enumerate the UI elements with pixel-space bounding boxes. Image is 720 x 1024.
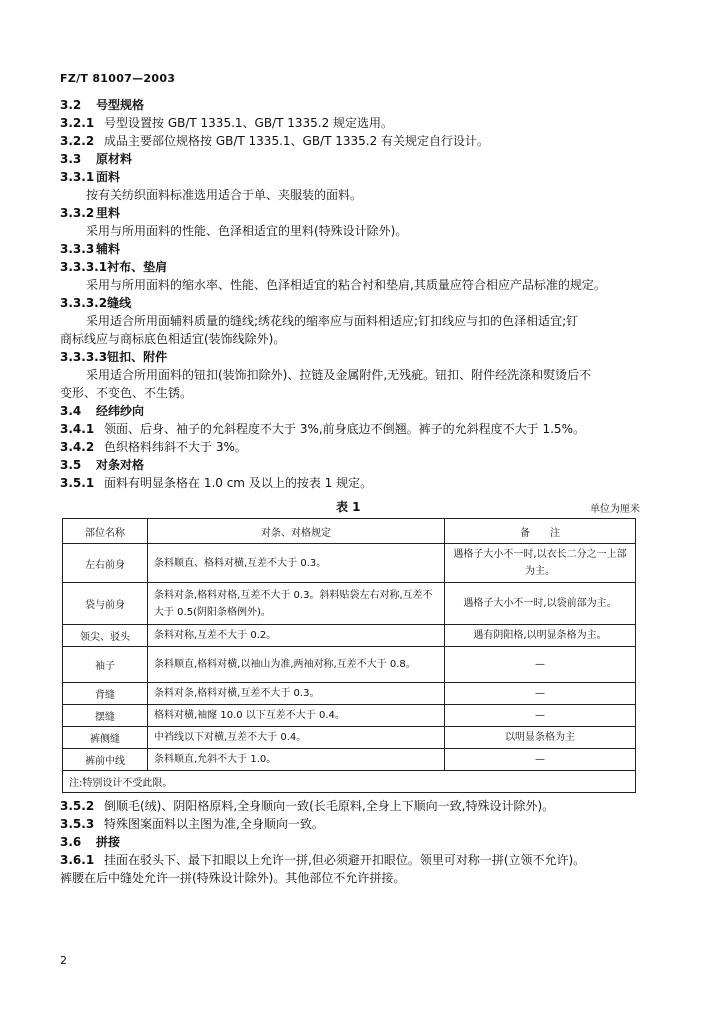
rule-cell: 条料顺直,格料对横,以袖山为准,两袖对称,互差不大于 0.8。 — [148, 647, 445, 683]
table-title: 表 1 — [336, 500, 361, 514]
clause-text: 倒顺毛(绒)、阴阳格原料,全身顺向一致(长毛原料,全身上下顺向一致,特殊设计除外)。 — [104, 799, 555, 813]
rule-cell: 条料顺直,允斜不大于 1.0。 — [148, 749, 445, 771]
table-row — [63, 647, 636, 683]
part-name-cell: 背缝 — [63, 683, 148, 705]
body-paragraph: 采用与所用面料的性能、色泽相适宜的里料(特殊设计除外)。 — [86, 224, 408, 238]
section-heading — [60, 833, 660, 851]
clause-number: 3.5.2 — [60, 799, 95, 813]
section-heading — [60, 150, 660, 168]
section-heading — [60, 402, 660, 420]
section-heading — [60, 258, 660, 276]
numbered-clause — [60, 474, 660, 492]
clause-number: 3.2.2 — [60, 134, 95, 148]
table-body — [63, 544, 636, 793]
part-name-cell: 领尖、驳头 — [63, 625, 148, 647]
rule-cell: 条料顺直、格料对横,互差不大于 0.3。 — [148, 544, 445, 583]
clause-number: 3.4.1 — [60, 422, 95, 436]
heading-text: 里料 — [96, 206, 121, 220]
heading-text: 钮扣、附件 — [107, 350, 168, 364]
section-heading — [60, 168, 660, 186]
clause-text: 成品主要部位规格按 GB/T 1335.1、GB/T 1335.2 有关规定自行设计。 — [104, 134, 490, 148]
section-heading — [60, 96, 660, 114]
table-row — [63, 705, 636, 727]
note-cell: — — [445, 683, 636, 705]
note-cell: 遇格子大小不一时,以袋前部为主。 — [445, 583, 636, 625]
heading-number: 3.4 — [60, 404, 82, 418]
heading-number: 3.3.3 — [60, 242, 95, 256]
rule-cell: 条料对条,格料对格,互差不大于 0.3。斜料贴袋左右对称,互差不大于 0.5(阴阳条格例外)。 — [148, 583, 445, 625]
heading-number: 3.3.1 — [60, 170, 95, 184]
clause-number: 3.6.1 — [60, 853, 95, 867]
part-name-cell: 裤侧缝 — [63, 727, 148, 749]
body-paragraph: 采用适合所用面料的钮扣(装饰扣除外)、拉链及金属附件,无残疵。钮扣、附件经洗涤和熨烫后不 — [86, 368, 592, 382]
heading-number: 3.6 — [60, 835, 82, 849]
body-paragraph: 采用适合所用面辅料质量的缝线;绣花线的缩率应与面料相适应;钉扣线应与扣的色泽相适宜;钉 — [86, 314, 579, 328]
heading-number: 3.3.3.3 — [60, 350, 108, 364]
body-paragraph: 采用与所用面料的缩水率、性能、色泽相适宜的粘合衬和垫肩,其质量应符合相应产品标准的规定。 — [86, 278, 606, 292]
numbered-clause — [60, 438, 660, 456]
section-heading — [60, 204, 660, 222]
standard-code: FZ/T 81007—2003 — [60, 72, 176, 85]
clause-text: 色织格料纬斜不大于 3%。 — [104, 440, 247, 454]
paragraph-continuation: 商标线应与商标底色相适宜(装饰线除外)。 — [60, 332, 286, 346]
table-row — [63, 683, 636, 705]
table-footnote: 注:特别设计不受此限。 — [63, 771, 636, 793]
part-name-cell: 左右前身 — [63, 544, 148, 583]
heading-number: 3.3.3.2 — [60, 296, 108, 310]
rule-cell: 格料对横,袖窿 10.0 以下互差不大于 0.4。 — [148, 705, 445, 727]
part-name-cell: 裤前中线 — [63, 749, 148, 771]
note-cell: — — [445, 705, 636, 727]
clause-text: 特殊图案面料以主图为准,全身顺向一致。 — [104, 817, 324, 831]
part-name-cell: 袖子 — [63, 647, 148, 683]
section-heading — [60, 456, 660, 474]
table-row — [63, 625, 636, 647]
sections-after-table — [60, 797, 660, 887]
note-cell: 遇格子大小不一时,以衣长二分之一上部为主。 — [445, 544, 636, 583]
numbered-clause — [60, 815, 660, 833]
section-heading — [60, 240, 660, 258]
heading-text: 衬布、垫肩 — [107, 260, 168, 274]
heading-number: 3.5 — [60, 458, 82, 472]
page-number: 2 — [60, 954, 67, 967]
table-row — [63, 749, 636, 771]
note-cell: 遇有阴阳格,以明显条格为主。 — [445, 625, 636, 647]
heading-text: 缝线 — [107, 296, 132, 310]
rule-cell: 条料对称,互差不大于 0.2。 — [148, 625, 445, 647]
clause-text: 领面、后身、袖子的允斜程度不大于 3%,前身底边不倒翘。裤子的允斜程度不大于 1.5%。 — [104, 422, 585, 436]
heading-text: 辅料 — [96, 242, 121, 256]
heading-text: 原材料 — [96, 152, 133, 166]
table-row — [63, 544, 636, 583]
rule-cell: 条料对条,格料对横,互差不大于 0.3。 — [148, 683, 445, 705]
heading-number: 3.3.2 — [60, 206, 95, 220]
clause-text: 挂面在驳头下、最下扣眼以上允许一拼,但必须避开扣眼位。领里可对称一拼(立领不允许)。 — [104, 853, 586, 867]
clause-number: 3.5.3 — [60, 817, 95, 831]
heading-text: 拼接 — [96, 835, 121, 849]
clause-number: 3.4.2 — [60, 440, 95, 454]
heading-number: 3.3.3.1 — [60, 260, 108, 274]
paragraph-continuation: 变形、不变色、不生锈。 — [60, 386, 193, 400]
clause-number: 3.5.1 — [60, 476, 95, 490]
numbered-clause — [60, 420, 660, 438]
note-cell: — — [445, 749, 636, 771]
table-footnote-row — [63, 771, 636, 793]
heading-text: 对条对格 — [96, 458, 145, 472]
stripe-check-matching-table — [62, 518, 636, 793]
clause-text: 号型设置按 GB/T 1335.1、GB/T 1335.2 规定选用。 — [104, 116, 394, 130]
header-part: 部位名称 — [63, 519, 148, 544]
heading-text: 号型规格 — [96, 98, 145, 112]
table-row — [63, 727, 636, 749]
paragraph-continuation: 裤腰在后中缝处允许一拼(特殊设计除外)。其他部位不允许拼接。 — [60, 871, 406, 885]
body-paragraph: 按有关纺织面料标准选用适合于单、夹服装的面料。 — [86, 188, 363, 202]
section-heading — [60, 348, 660, 366]
section-heading — [60, 294, 660, 312]
numbered-clause — [60, 114, 660, 132]
part-name-cell: 袋与前身 — [63, 583, 148, 625]
document-body — [60, 96, 660, 887]
rule-cell: 中裆线以下对横,互差不大于 0.4。 — [148, 727, 445, 749]
header-rule: 对条、对格规定 — [148, 519, 445, 544]
table-unit: 单位为厘米 — [590, 504, 640, 515]
heading-text: 面料 — [96, 170, 121, 184]
table-row — [63, 583, 636, 625]
table-caption-row — [60, 496, 660, 516]
numbered-clause — [60, 132, 660, 150]
header-note: 备 注 — [445, 519, 636, 544]
note-cell: — — [445, 647, 636, 683]
note-cell: 以明显条格为主 — [445, 727, 636, 749]
table-header-row — [63, 519, 636, 544]
part-name-cell: 摆缝 — [63, 705, 148, 727]
clause-number: 3.2.1 — [60, 116, 95, 130]
heading-number: 3.2 — [60, 98, 82, 112]
numbered-clause — [60, 851, 660, 869]
numbered-clause — [60, 797, 660, 815]
heading-number: 3.3 — [60, 152, 82, 166]
clause-text: 面料有明显条格在 1.0 cm 及以上的按表 1 规定。 — [104, 476, 373, 490]
heading-text: 经纬纱向 — [96, 404, 145, 418]
sections-before-table — [60, 96, 660, 492]
